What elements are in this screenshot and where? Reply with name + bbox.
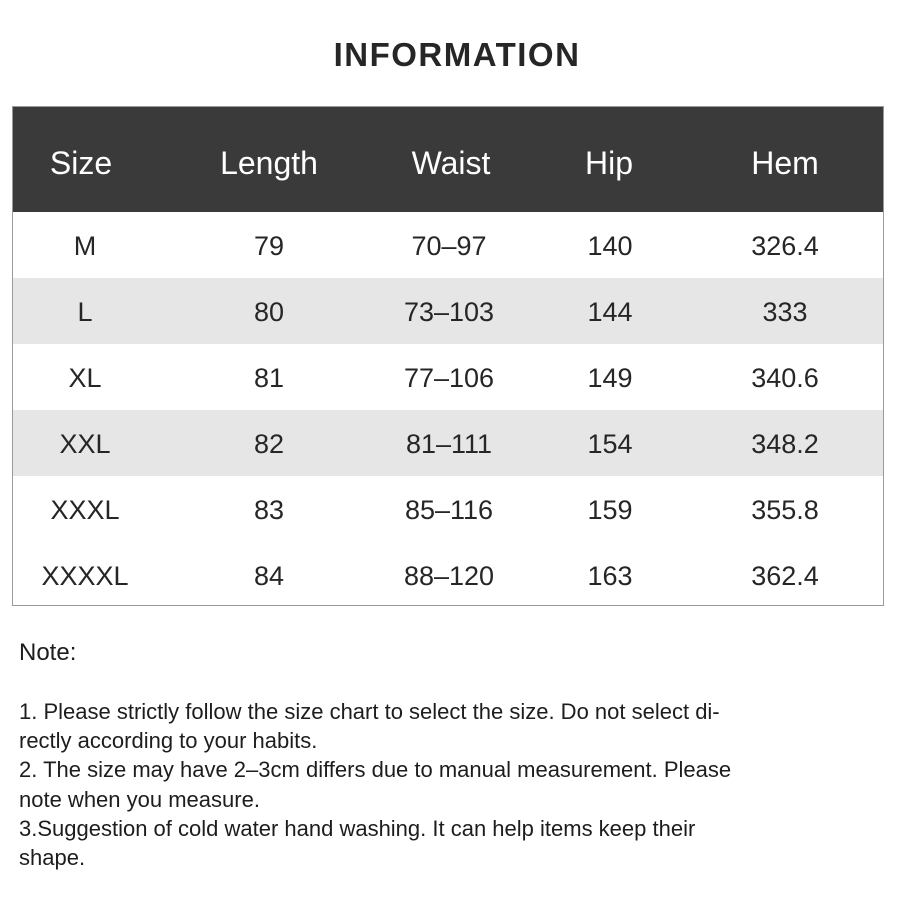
table-row (13, 278, 883, 344)
header-size: Size (49, 145, 113, 181)
cell-length: 79 (253, 231, 285, 261)
cell-length: 81 (253, 363, 285, 393)
cell-hip: 159 (587, 495, 633, 525)
header-hem: Hem (751, 145, 819, 181)
cell-hip: 140 (587, 231, 633, 261)
size-table (12, 106, 884, 606)
table-row (13, 542, 883, 608)
note-line: 3.Suggestion of cold water hand washing. It can help items keep their (19, 815, 696, 841)
cell-size: L (77, 297, 93, 327)
cell-hem: 348.2 (751, 429, 819, 459)
cell-size: XXXL (50, 495, 120, 525)
cell-waist: 77–106 (403, 363, 495, 393)
cell-length: 80 (253, 297, 285, 327)
table-row (13, 476, 883, 542)
cell-hip: 144 (587, 297, 633, 327)
cell-waist: 88–120 (403, 561, 495, 591)
cell-hip: 163 (587, 561, 633, 591)
cell-length: 82 (253, 429, 285, 459)
cell-waist: 85–116 (404, 495, 494, 525)
table-row (13, 344, 883, 410)
note-line: note when you measure. (19, 786, 260, 812)
cell-hem: 340.6 (751, 363, 819, 393)
note-line: 1. Please strictly follow the size chart to select the size. Do not select di- (19, 699, 720, 724)
cell-hem: 333 (762, 297, 808, 327)
note-heading: Note: (19, 639, 77, 666)
note-line: shape. (19, 845, 86, 871)
note-line: rectly according to your habits. (19, 728, 318, 754)
cell-waist: 73–103 (403, 297, 495, 327)
cell-waist: 70–97 (411, 231, 487, 261)
table-row (13, 410, 883, 476)
note-text (19, 697, 859, 872)
cell-hem: 326.4 (751, 231, 819, 261)
table-row (13, 212, 883, 278)
header-waist: Waist (411, 145, 491, 181)
cell-hem: 362.4 (751, 561, 819, 591)
cell-hem: 355.8 (751, 495, 819, 525)
cell-waist: 81–111 (405, 429, 493, 459)
cell-length: 84 (253, 561, 285, 591)
header-hip: Hip (584, 145, 634, 181)
header-length: Length (220, 145, 318, 181)
cell-size: M (73, 231, 97, 261)
note-line: 2. The size may have 2–3cm differs due to manual measurement. Please (19, 757, 732, 783)
cell-length: 83 (253, 495, 285, 525)
cell-hip: 149 (587, 363, 633, 393)
page-title: INFORMATION (333, 36, 581, 73)
cell-size: XL (68, 363, 102, 393)
cell-size: XXL (59, 429, 111, 459)
table-header-row (13, 107, 883, 212)
cell-size: XXXXL (41, 561, 129, 591)
cell-hip: 154 (587, 429, 633, 459)
